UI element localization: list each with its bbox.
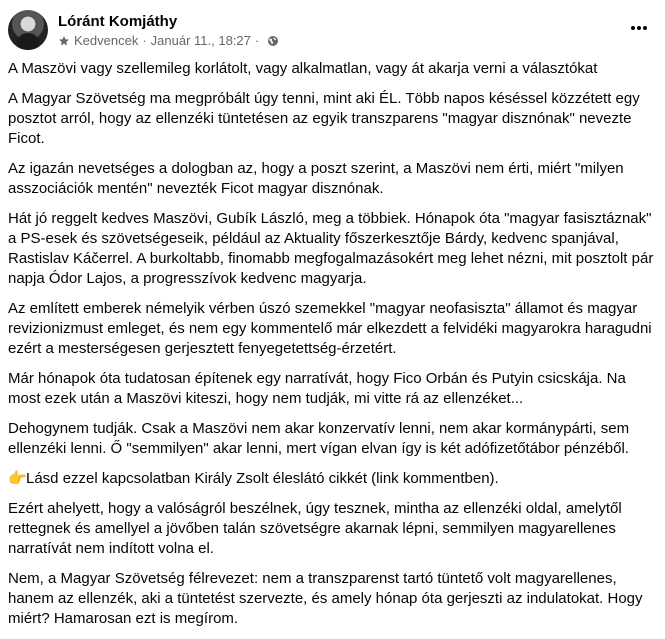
post-paragraph-2: A Magyar Szövetség ma megpróbált úgy tenni, mint aki ÉL. Több napos késéssel közzétett egy posztot arról, hogy az ellenzéki tüntetésen az egyik transzparens "magyar disznónak" nevezte Ficot. <box>8 90 640 147</box>
post-paragraph-10: Nem, a Magyar Szövetség félrevezet: nem a transzparenst tartó tüntető volt magyarellenes, hanem az ellenzék, aki a tüntetést szervezte, és amely hónap óta gerjeszti az indulatokat. Hogy miért? Hamarosan ezt is megírom. <box>8 570 643 627</box>
star-icon <box>58 35 70 47</box>
separator-2: · <box>254 32 260 48</box>
post-paragraph-5: Az említett emberek némelyik vérben úszó szemekkel "magyar neofasiszta" államot és magyar revizionizmust emleget, és nem egy kommentelő már elkezdett a felvidéki magyarokra haragudni ezért a mesterségesen gerjesztett fenyegetettség-érzetért. <box>8 300 652 357</box>
post-paragraph-9: Ezért ahelyett, hogy a valóságról beszélnek, úgy tesznek, mintha az ellenzéki oldal, amelytől rettegnek és amellyel a jövőben talán szövetségre akarnak lépni, semmilyen magyarellenes narratívát nem indított volna el. <box>8 500 622 557</box>
more-options-icon[interactable] <box>625 14 653 42</box>
post-paragraph-1: A Maszövi vagy szellemileg korlátolt, vagy alkalmatlan, vagy át akarja verni a választókat <box>8 60 598 77</box>
separator: · <box>142 32 147 48</box>
post-paragraph-8-text: Lásd ezzel kapcsolatban Király Zsolt éleslátó cikkét (link kommentben). <box>26 470 499 487</box>
pointing-right-emoji: 👉 <box>8 470 27 487</box>
post-paragraph-4: Hát jó reggelt kedves Maszövi, Gubík László, meg a többiek. Hónapok óta "magyar fasisztáznak" a PS-esek és szövetségeseik, például az Aktuality főszerkesztője Bárdy, kedvenc spanjával, Rastislav Káčerrel. A burkoltabb, finomabb megfogalmazásokért meg lehet nézni, mit posztolt pár napja Ódor Lajos, a progresszívok kedvenc magyarja. <box>8 210 654 287</box>
post-paragraph-7: Dehogynem tudják. Csak a Maszövi nem akar konzervatív lenni, nem akar kormánypárti, sem ellenzéki lenni. Ő "semmilyen" akar lenni, mert vígan elvan így is két adófizetőtábor pénzéből. <box>8 420 630 457</box>
post-meta <box>58 12 279 49</box>
post-timestamp[interactable]: Január 11., 18:27 <box>150 32 251 48</box>
post-body <box>8 59 660 639</box>
audience-label[interactable]: Kedvencek <box>74 32 139 48</box>
post-paragraph-8 <box>8 469 660 489</box>
post-paragraph-6: Már hónapok óta tudatosan építenek egy narratívát, hogy Fico Orbán és Putyin csicskája. Na most ezek után a Maszövi kiteszi, hogy nem tudják, mi vitte rá az ellenzéket... <box>8 370 626 407</box>
avatar[interactable] <box>8 10 48 50</box>
post-subline <box>58 33 279 49</box>
post-header <box>8 8 279 52</box>
post-paragraph-3: Az igazán nevetséges a dologban az, hogy a poszt szerint, a Maszövi nem érti, miért "milyen asszociációk mentén" nevezték Ficot magyar disznónak. <box>8 160 624 197</box>
globe-icon[interactable] <box>267 35 279 47</box>
author-name[interactable]: Lóránt Komjáthy <box>58 12 178 30</box>
